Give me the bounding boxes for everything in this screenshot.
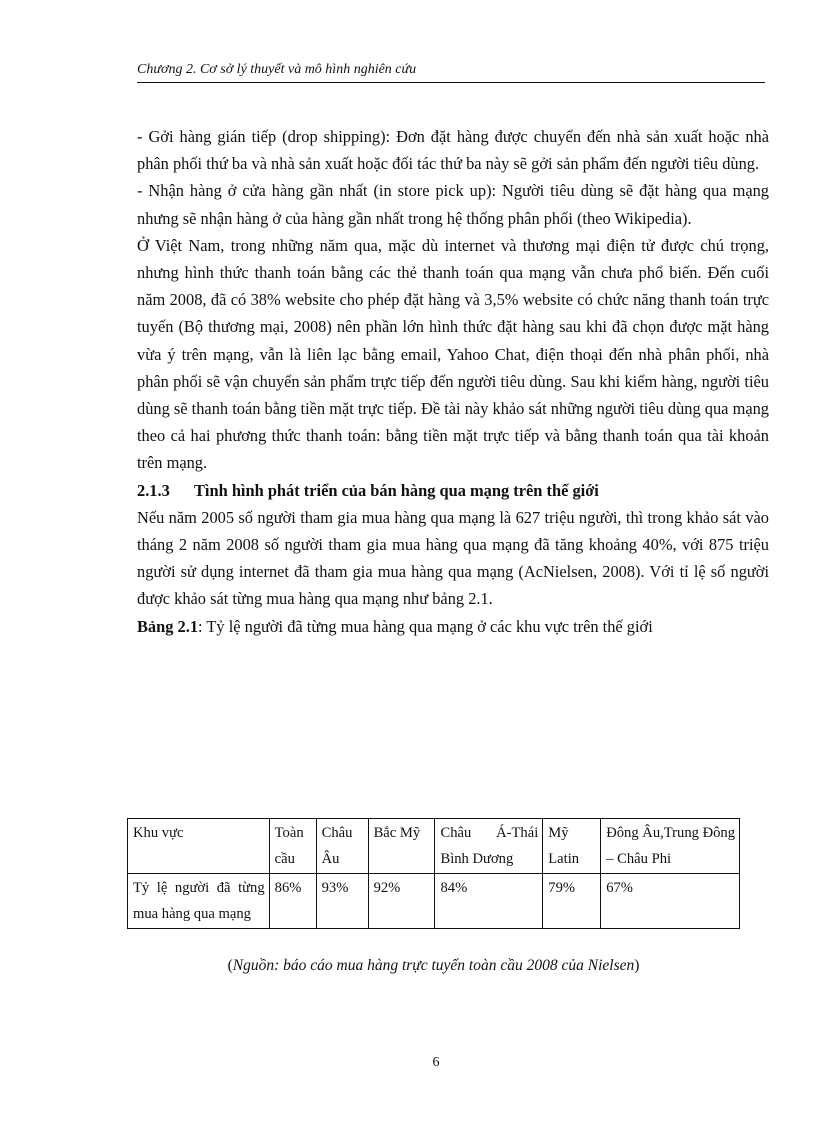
paragraph-world: Nếu năm 2005 số người tham gia mua hàng qua mạng là 627 triệu người, thì trong khảo sát vào tháng 2 năm 2008 số người tham gia mua hàng qua mạng đã tăng khoảng 40%, với 875 triệu người sử dụng internet đã tham gia mua hàng qua mạng (AcNielsen, 2008). Với tỉ lệ số người được khảo sát từng mua hàng qua mạng như bảng 2.1.: [137, 507, 769, 609]
running-header: Chương 2. Cơ sở lý thuyết và mô hình nghiên cứu: [137, 62, 417, 77]
section-heading: [137, 477, 769, 504]
table-header-cell: Châu Âu: [316, 819, 368, 874]
table-caption-label: Bảng 2.1: [137, 616, 199, 636]
data-table: [127, 818, 740, 929]
table-cell: 86%: [269, 874, 316, 929]
table-cell: 79%: [543, 874, 601, 929]
table-header-cell: Đông Âu,Trung Đông – Châu Phi: [601, 819, 740, 874]
paragraph-vietnam: Ở Việt Nam, trong những năm qua, mặc dù internet và thương mại điện tử được chú trọng, nhưng hình thức thanh toán bằng các thẻ thanh toán qua mạng vẫn chưa phổ biến. Đến cuối năm 2008, đã có 38% website cho phép đặt hàng và 3,5% website có chức năng thanh toán trực tuyến (Bộ thương mại, 2008) nên phần lớn hình thức đặt hàng sau khi đã chọn được mặt hàng vừa ý trên mạng, vẫn là liên lạc bằng email, Yahoo Chat, điện thoại đến nhà phân phối, nhà phân phối sẽ vận chuyển sản phẩm trực tiếp đến người tiêu dùng. Sau khi kiểm hàng, người tiêu dùng sẽ thanh toán bằng tiền mặt trực tiếp. Đề tài này khảo sát những người tiêu dùng qua mạng theo cả hai phương thức thanh toán: bằng tiền mặt trực tiếp và bằng thanh toán qua tài khoản trên mạng.: [137, 235, 769, 473]
table-header-row: [128, 819, 740, 874]
source-text: báo cáo mua hàng trực tuyến toàn cầu 2008 của Nielsen: [279, 957, 635, 974]
source-note: (Nguồn: báo cáo mua hàng trực tuyến toàn cầu 2008 của Nielsen): [227, 957, 640, 974]
body-text: [137, 123, 769, 640]
table-header-cell: Toàn cầu: [269, 819, 316, 874]
section-number: 2.1.3: [137, 480, 170, 500]
table-cell: 93%: [316, 874, 368, 929]
source-prefix: Nguồn:: [232, 957, 280, 974]
table-cell: 92%: [368, 874, 435, 929]
table-cell: 67%: [601, 874, 740, 929]
table-header-cell: Bắc Mỹ: [368, 819, 435, 874]
table-row: [128, 874, 740, 929]
table-cell: 84%: [435, 874, 543, 929]
section-title: Tình hình phát triển của bán hàng qua mạng trên thế giới: [194, 480, 599, 500]
page-number: 6: [432, 1055, 440, 1070]
table-caption: [137, 613, 769, 640]
paragraph-store-pickup: - Nhận hàng ở cửa hàng gần nhất (in store pick up): Người tiêu dùng sẽ đặt hàng qua mạng nhưng sẽ nhận hàng ở của hàng gần nhất trong hệ thống phân phối (theo Wikipedia).: [137, 181, 769, 228]
header-rule: [137, 82, 765, 83]
table-caption-text: : Tỷ lệ người đã từng mua hàng qua mạng ở các khu vực trên thế giới: [198, 616, 653, 636]
table-header-cell: Khu vực: [128, 819, 270, 874]
table-header-cell: Mỹ Latin: [543, 819, 601, 874]
table-row-label: Tỷ lệ người đã từng mua hàng qua mạng: [128, 874, 270, 929]
paragraph-drop-shipping: - Gởi hàng gián tiếp (drop shipping): Đơn đặt hàng được chuyển đến nhà sản xuất hoặc nhà phân phối thứ ba và nhà sản xuất hoặc đối tác thứ ba này sẽ gởi sản phẩm đến người tiêu dùng.: [137, 127, 769, 174]
table-header-cell: Châu Á-Thái Bình Dương: [435, 819, 543, 874]
